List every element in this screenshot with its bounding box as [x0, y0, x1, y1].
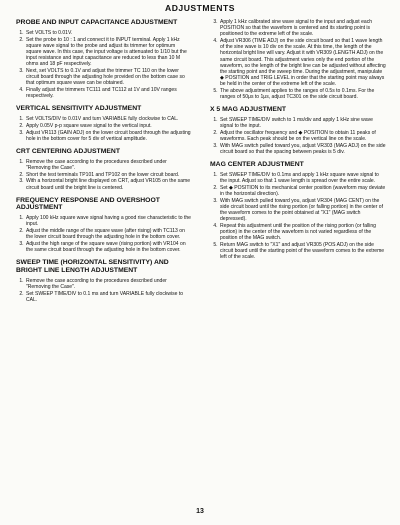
section-frequency-response-and-overshoot-adjustm: [16, 197, 192, 254]
step-item: 3. Adjust the high range of the square wave (rising portion) with VR104 on the same circuit board through the adjusting hole in the bottom cover.: [25, 241, 192, 253]
page-number: 13: [196, 508, 204, 515]
step-item: 2. Adjust the oscillator frequency and ◆ POSITION to obtain 11 peaks of waveforms. Each peak should be on the vertical line on the scale.: [219, 130, 386, 142]
right-column: [210, 19, 386, 267]
step-item: 1. Set VOLTS/DIV to 0.01V and turn VARIABLE fully clockwise to CAL.: [25, 116, 192, 122]
section-title: FREQUENCY RESPONSE AND OVERSHOOT ADJUSTMENT: [16, 196, 160, 212]
section-title: SWEEP TIME (HORIZONTAL SENSITIVITY) AND BRIGHT LINE LENGTH ADJUSTMENT: [16, 259, 169, 275]
step-item: 3. With MAG switch pulled toward you, adjust VR304 (MAG CENT) on the side circuit board until the rising portion (or falling portion) in the center of the waveform comes to the point obtained at "X1" (MAG switch depressed).: [219, 198, 386, 223]
step-item: 3. With MAG switch pulled toward you, adjust VR303 (MAG ADJ) on the side circuit board so that the spacing between peaks is 5 div.: [219, 143, 386, 155]
step-list: [16, 30, 192, 100]
section-sweep-time-horizontal-sensitivity-and-br: [16, 259, 192, 303]
step-item: 3. With a horizontal bright line displayed on CRT, adjust VR105 on the same circuit board until the bright line is centered.: [25, 178, 192, 190]
section-probe-and-input-capacitance-adjustment: [16, 19, 192, 99]
step-item: 1. Set SWEEP TIME/DIV to 0.1ms and apply 1 kHz square wave signal to the input. Adjust so that 1 wave length is spread over the entire scale.: [219, 172, 386, 184]
step-item: 1. Remove the case according to the procedures described under "Removing the Case".: [25, 278, 192, 290]
section-crt-centering-adjustment: [16, 148, 192, 191]
step-item: 4. Adjust VR306 (TIME ADJ) on the side circuit board so that 1 wave length of the sine wave is 10 div on the scale. At this time, the length of the horizontal bright line will vary. Adjust it with VR309 (LENGTH ADJ) on the same circuit board. This adjustment varies only the end portion of the waveform, so the length of the bright line can be adjusted without affecting the starting point and the sweep time. During the adjustment, manipulate ◆ POSITION and TRIG LEVEL in order that the starting point may always be held in the center of the extreme left of the scale.: [219, 38, 386, 87]
step-item: 4. Finally adjust the trimmers TC111 and TC112 at 1V and 10V ranges respectively.: [25, 87, 192, 99]
left-column: [16, 19, 192, 309]
step-list: [210, 117, 386, 155]
step-item: 2. Short the test terminals TP101 and TP102 on the lower circuit board.: [25, 172, 192, 178]
step-item: 3. Next, set VOLTS to 0.1V and adjust the trimmer TC 110 on the lower circuit board through the adjusting hole provided on the bottom case so that optimum square wave can be obtained.: [25, 68, 192, 86]
step-item: 1. Apply 100 kHz square wave signal having a good rise characteristic to the input.: [25, 215, 192, 227]
step-list: [16, 116, 192, 142]
step-item: 3. Adjust VR113 (GAIN ADJ) on the lower circuit board through the adjusting hole in the bottom cover for 5 div of vertical amplitude.: [25, 130, 192, 142]
section-vertical-sensitivity-adjustment: [16, 105, 192, 142]
step-item: 2. Set SWEEP TIME/DIV to 0.1 ms and turn VARIABLE fully clockwise to CAL.: [25, 291, 192, 303]
step-list: [210, 19, 386, 100]
step-item: 2. Adjust the middle range of the square wave (after rising) with TC113 on the lower circuit board through the adjusting hole in the bottom cover.: [25, 228, 192, 240]
section-x-5-mag-adjustment: [210, 106, 386, 155]
step-item: 2. Set the probe to 10 : 1 and connect it to INPUT terminal. Apply 1 kHz square wave signal to the probe and adjust its trimmer for optimum square wave. In this case, the input voltage is attenuated to 1/10 but the input resistance and input capacitance are reduced to less than 10 M ohms and 18 pF respectively.: [25, 37, 192, 68]
step-item: 1. Set SWEEP TIME/DIV switch to 1 ms/div and apply 1 kHz sine wave signal to the input.: [219, 117, 386, 129]
step-item: 2. Set ◆ POSITION to its mechanical center position (waveform may deviate in the horizontal direction).: [219, 185, 386, 197]
step-list: [16, 159, 192, 191]
page-title: ADJUSTMENTS: [165, 3, 235, 13]
step-list: [210, 172, 386, 261]
step-item: 5. The above adjustment applies to the ranges of 0.5s to 0.1ms. For the ranges of 50μs to 1μs, adjust TC301 on the side circuit board.: [219, 88, 386, 100]
section-mag-center-adjustment: [210, 161, 386, 260]
section-title: X 5 MAG ADJUSTMENT: [210, 106, 287, 114]
step-item: 5. Return MAG switch to "X1" and adjust VR305 (POS ADJ) on the side circuit board until the starting point of the waveform comes to the extreme left of the scale.: [219, 242, 386, 260]
section-title: PROBE AND INPUT CAPACITANCE ADJUSTMENT: [16, 19, 178, 26]
section-title: VERTICAL SENSITIVITY ADJUSTMENT: [16, 105, 142, 113]
section-title: MAG CENTER ADJUSTMENT: [210, 161, 304, 169]
section-title: CRT CENTERING ADJUSTMENT: [16, 147, 120, 155]
step-item: 3. Apply 1 kHz calibrated sine wave signal to the input and adjust each POSITION so that the waveform is centered and its starting point is positioned to the extreme left of the scale.: [219, 19, 386, 37]
step-list: [16, 278, 192, 303]
step-item: 1. Set VOLTS to 0.01V.: [25, 30, 192, 36]
step-item: 4. Repeat this adjustment until the position of the rising portion (or falling portion) in the center of the waveform is not varied regardless of the position of the MAG switch.: [219, 223, 386, 241]
step-item: 2. Apply 0.05V p-p square wave signal to the vertical input.: [25, 123, 192, 129]
step-item: 1. Remove the case according to the procedures described under "Removing the Case".: [25, 159, 192, 171]
section-continued-0: [210, 19, 386, 100]
step-list: [16, 215, 192, 253]
